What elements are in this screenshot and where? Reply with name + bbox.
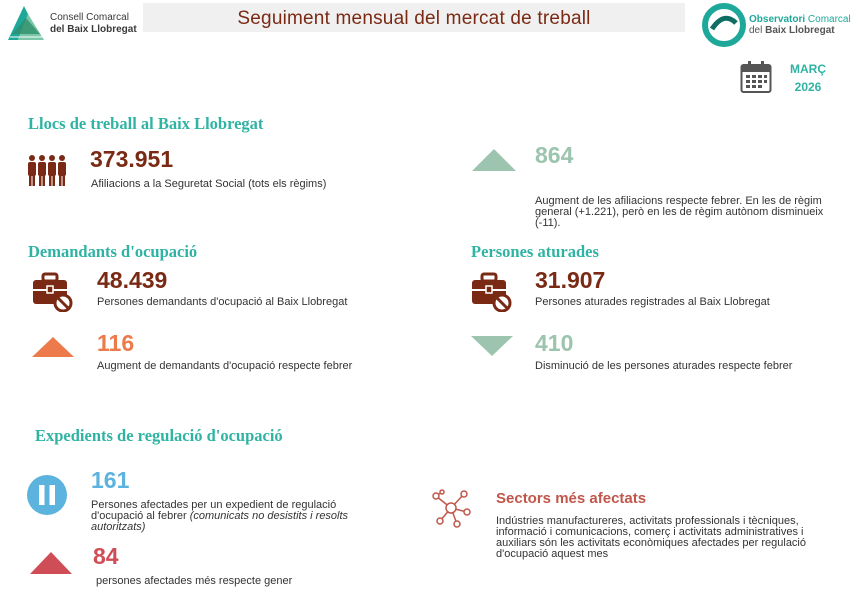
section-title-aturades: Persones aturades — [471, 242, 599, 261]
period-month: MARÇ — [790, 62, 826, 76]
aturades-value: 31.907 — [535, 267, 606, 293]
demandants-change-caption: Augment de demandants d'ocupació respecte febrer — [97, 360, 353, 372]
section-title-llocs: Llocs de treball al Baix Llobregat — [28, 114, 264, 133]
demandants-change-value: 116 — [97, 330, 135, 356]
briefcase-blocked-icon — [471, 272, 513, 312]
consell-name-line2: del Baix Llobregat — [50, 24, 137, 35]
page-title: Seguiment mensual del mercat de treball — [237, 8, 591, 29]
pause-circle-icon — [26, 474, 68, 516]
calendar-icon — [740, 60, 772, 94]
erto-change-caption: persones afectades més respecte gener — [96, 575, 293, 587]
llocs-value: 373.951 — [90, 146, 174, 172]
people-group-icon — [26, 154, 68, 188]
aturades-caption: Persones aturades registrades al Baix Llobregat — [535, 296, 770, 308]
erto-change-value: 84 — [93, 543, 119, 569]
observatori-logo — [702, 3, 860, 47]
erto-value: 161 — [91, 467, 130, 493]
erto-caption: Persones afectades per un expedient de regulació d'ocupació al febrer (comunicats no desistits i resolts autoritzats) — [91, 499, 349, 533]
triangle-up-icon — [31, 336, 75, 358]
triangle-up-icon — [471, 148, 517, 172]
consell-comarcal-logo — [6, 4, 136, 42]
demandants-caption: Persones demandants d'ocupació al Baix Llobregat — [97, 296, 348, 308]
section-title-erto: Expedients de regulació d'ocupació — [35, 426, 283, 445]
triangle-down-icon — [470, 335, 514, 357]
demandants-value: 48.439 — [97, 267, 168, 293]
period-year: 2026 — [794, 80, 822, 94]
sectors-text: Indústries manufactureres, activitats professionals i tècniques, informació i comunicacions, comerç i activitats administratives i auxiliars són les activitats econòmiques afectades per regulació d'ocupació aquest mes — [496, 515, 806, 560]
network-nodes-icon — [430, 488, 472, 528]
page-title-banner — [143, 3, 685, 32]
aturades-change-value: 410 — [535, 330, 574, 356]
consell-name-line1: Consell Comarcal — [50, 12, 129, 23]
triangle-up-icon — [29, 551, 73, 575]
aturades-change-caption: Disminució de les persones aturades respecte febrer — [535, 360, 793, 372]
llocs-change-value: 864 — [535, 142, 574, 168]
llocs-caption: Afiliacions a la Seguretat Social (tots els règims) — [91, 178, 327, 190]
llocs-change-caption: Augment de les afiliacions respecte febrer. En les de règim general (+1.221), però en les de règim autònom disminueix (-11). — [535, 195, 824, 229]
observatori-logo-mark-icon — [702, 3, 746, 47]
section-title-demandants: Demandants d'ocupació — [28, 242, 198, 261]
briefcase-blocked-icon — [32, 272, 74, 312]
consell-logo-mark-icon — [6, 4, 46, 42]
observatori-name-line2: del Baix Llobregat — [749, 25, 835, 36]
observatori-name-line1: Observatori Comarcal — [749, 14, 851, 25]
sectors-title: Sectors més afectats — [496, 490, 647, 507]
